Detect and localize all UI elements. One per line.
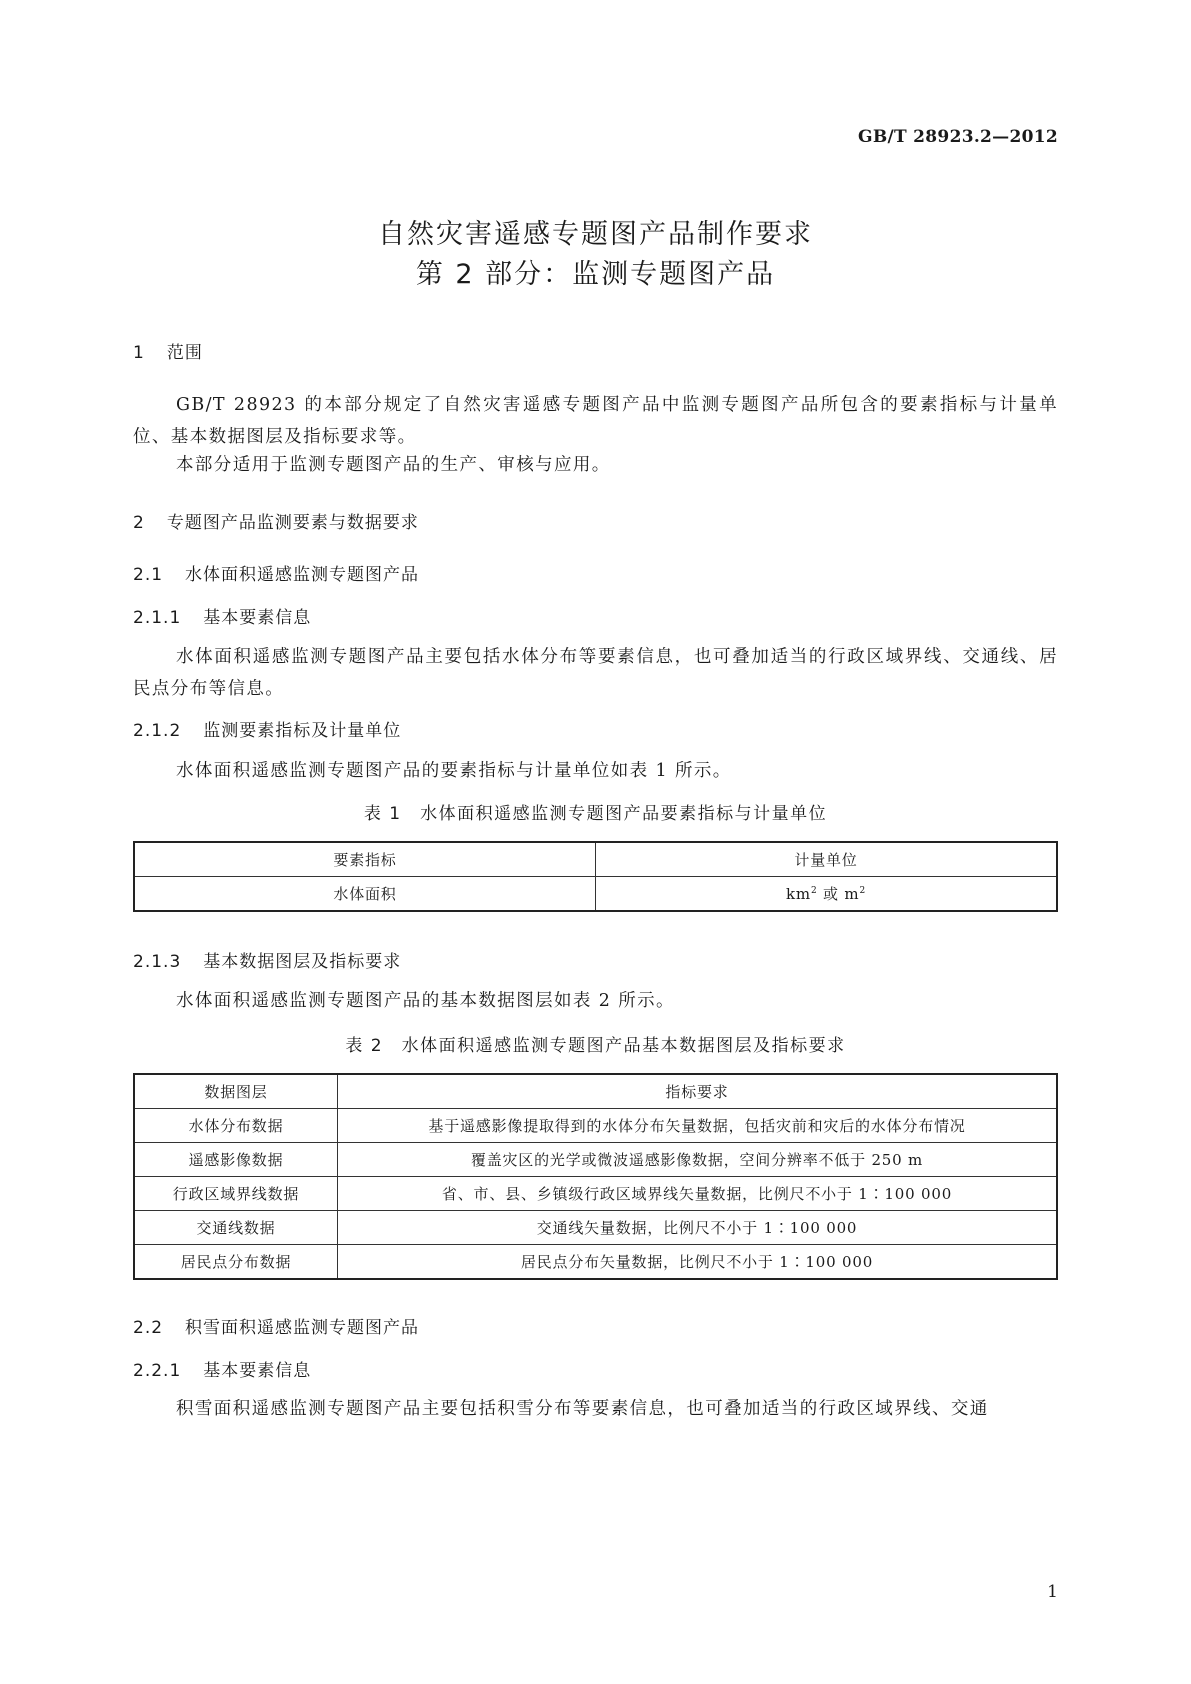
section-2-2-heading [133, 1313, 419, 1338]
section-title: 水体面积遥感监测专题图产品 [185, 565, 420, 585]
section-title: 范围 [166, 343, 203, 363]
paragraph-2-1-1: 水体面积遥感监测专题图产品主要包括水体分布等要素信息，也可叠加适当的行政区域界线、交通线、居民点分布等信息。 [133, 647, 1058, 699]
section-number: 2.1.1 [133, 608, 182, 628]
table-cell: 省、市、县、乡镇级行政区域界线矢量数据，比例尺不小于 1∶100 000 [338, 1177, 1058, 1211]
page-number: 1 [1047, 1582, 1058, 1602]
table-cell: 交通线数据 [134, 1211, 338, 1245]
section-title: 监测要素指标及计量单位 [203, 721, 402, 741]
scope-paragraph-1: GB/T 28923 的本部分规定了自然灾害遥感专题图产品中监测专题图产品所包含的要素指标与计量单位、基本数据图层及指标要求等。 [133, 395, 1058, 447]
document-title: 自然灾害遥感专题图产品制作要求 [378, 219, 813, 250]
table-cell: 交通线矢量数据，比例尺不小于 1∶100 000 [338, 1211, 1058, 1245]
table-1-caption: 表 1 水体面积遥感监测专题图产品要素指标与计量单位 [363, 804, 828, 824]
table-header-row [134, 1074, 1057, 1109]
table-header-cell: 数据图层 [134, 1074, 338, 1109]
table-header-row [134, 842, 1057, 877]
unit-km: km [786, 885, 811, 903]
section-title: 基本要素信息 [203, 608, 312, 628]
table-cell: 水体分布数据 [134, 1109, 338, 1143]
table-1 [133, 841, 1058, 912]
table-cell: 居民点分布矢量数据，比例尺不小于 1∶100 000 [338, 1245, 1058, 1280]
document-subtitle: 第 2 部分：监测专题图产品 [415, 259, 776, 290]
section-title: 专题图产品监测要素与数据要求 [166, 513, 419, 533]
table-row [134, 1143, 1057, 1177]
paragraph-2-2-1: 积雪面积遥感监测专题图产品主要包括积雪分布等要素信息，也可叠加适当的行政区域界线、交通 [176, 1399, 989, 1419]
section-number: 2.1 [133, 565, 164, 585]
unit-or: 或 [817, 885, 845, 903]
table-row [134, 1245, 1057, 1280]
section-2-1-heading [133, 560, 419, 585]
section-title: 基本要素信息 [203, 1361, 312, 1381]
table-cell: 行政区域界线数据 [134, 1177, 338, 1211]
superscript: 2 [810, 886, 818, 896]
paragraph-2-1-2: 水体面积遥感监测专题图产品的要素指标与计量单位如表 1 所示。 [176, 761, 732, 781]
table-header-cell: 指标要求 [338, 1074, 1058, 1109]
table-row [134, 1177, 1057, 1211]
table-row [134, 1211, 1057, 1245]
paragraph-2-1-3: 水体面积遥感监测专题图产品的基本数据图层如表 2 所示。 [176, 991, 675, 1011]
section-title: 基本数据图层及指标要求 [203, 952, 402, 972]
table-row [134, 1109, 1057, 1143]
table-2-caption: 表 2 水体面积遥感监测专题图产品基本数据图层及指标要求 [345, 1036, 846, 1056]
scope-paragraph-2: 本部分适用于监测专题图产品的生产、审核与应用。 [176, 455, 611, 475]
section-2-heading [133, 508, 419, 533]
table-header-cell: 计量单位 [596, 842, 1058, 877]
section-number: 1 [133, 343, 145, 363]
table-cell: 基于遥感影像提取得到的水体分布矢量数据，包括灾前和灾后的水体分布情况 [338, 1109, 1058, 1143]
section-number: 2.1.3 [133, 952, 182, 972]
table-row [134, 877, 1057, 912]
table-cell: 居民点分布数据 [134, 1245, 338, 1280]
section-number: 2.1.2 [133, 721, 182, 741]
table-cell [596, 877, 1058, 912]
table-cell: 覆盖灾区的光学或微波遥感影像数据，空间分辨率不低于 250 m [338, 1143, 1058, 1177]
table-cell: 水体面积 [134, 877, 596, 912]
superscript: 2 [859, 886, 866, 896]
unit-m: m [844, 885, 860, 903]
table-cell: 遥感影像数据 [134, 1143, 338, 1177]
section-2-1-1-heading [133, 603, 311, 628]
section-2-1-2-heading [133, 716, 401, 741]
document-code: GB/T 28923.2—2012 [858, 127, 1058, 147]
table-header-cell: 要素指标 [134, 842, 596, 877]
section-number: 2.2.1 [133, 1361, 182, 1381]
section-1-heading [133, 338, 203, 363]
section-number: 2 [133, 513, 145, 533]
table-2 [133, 1073, 1058, 1280]
section-title: 积雪面积遥感监测专题图产品 [185, 1318, 420, 1338]
section-number: 2.2 [133, 1318, 164, 1338]
section-2-1-3-heading [133, 947, 401, 972]
section-2-2-1-heading [133, 1356, 311, 1381]
